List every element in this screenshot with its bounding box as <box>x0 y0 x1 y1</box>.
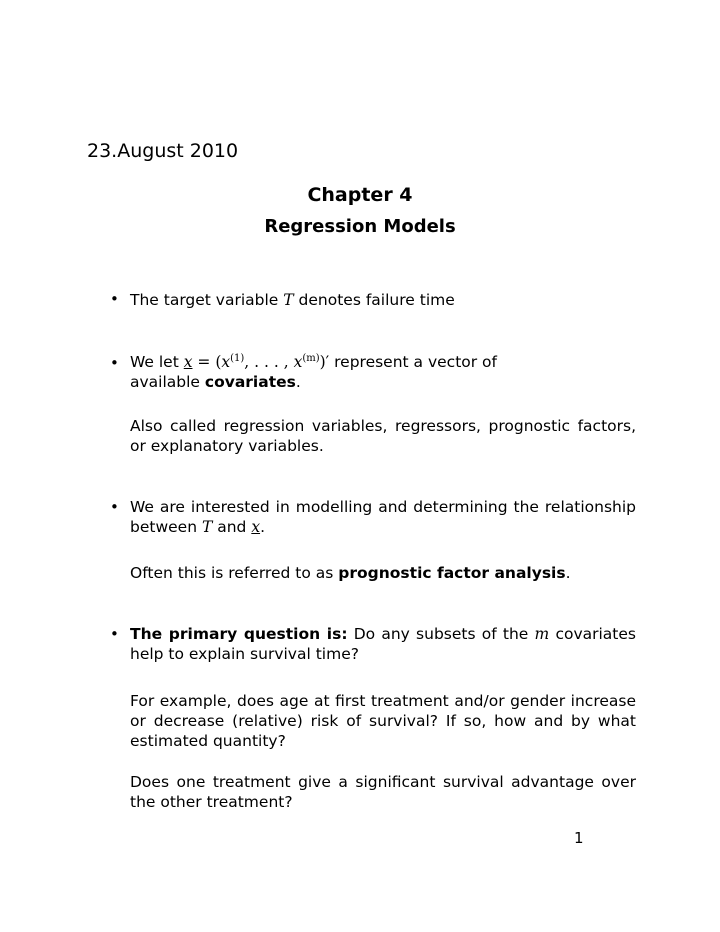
text-span: and <box>212 518 252 536</box>
text-span: We are interested in modelling and determining the relationship between <box>130 498 636 536</box>
bullet-2-note <box>130 416 636 456</box>
math-var: x <box>251 518 261 536</box>
bullet-1-text <box>130 290 636 310</box>
bullet-marker: • <box>110 290 119 308</box>
text-span: Do any subsets of the <box>347 625 535 643</box>
bold-term: prognostic factor analysis <box>338 564 566 582</box>
date-heading: 23.August 2010 <box>87 140 239 162</box>
text-span: . <box>260 518 265 536</box>
math-sup: (m) <box>302 352 320 364</box>
text-span: . <box>295 373 301 391</box>
math-sup: (1) <box>230 352 245 364</box>
math-var: m <box>534 625 550 643</box>
text-span: . <box>565 564 571 582</box>
text-span: Often this is referred to as <box>130 564 339 582</box>
bullet-4 <box>130 624 636 664</box>
bullet-3-note <box>130 563 636 583</box>
text-span: The target variable <box>130 291 284 309</box>
math-op: = ( <box>192 353 222 371</box>
chapter-title: Regression Models <box>264 216 456 237</box>
paragraph: For example, does age at first treatment and/or gender increase or decrease (relative) risk of survival? If so, how and by what estimated quantity? <box>130 692 636 750</box>
text-span: We let <box>130 353 184 371</box>
bullet-3 <box>130 497 636 537</box>
bold-term: covariates <box>204 373 296 391</box>
bullet-2 <box>130 352 636 392</box>
bullet-marker: • <box>110 498 119 516</box>
bullet-3-text <box>130 497 636 537</box>
bullet-4-example <box>130 691 636 751</box>
page-number: 1 <box>574 829 584 847</box>
bullet-4-question <box>130 772 636 812</box>
bullet-marker: • <box>110 354 119 372</box>
bullet-1 <box>130 290 636 310</box>
math-op: , . . . , <box>244 353 294 371</box>
paragraph: Does one treatment give a significant survival advantage over the other treatment? <box>130 773 636 811</box>
paragraph: Also called regression variables, regressors, prognostic factors, or explanatory variables. <box>130 417 636 455</box>
math-var: x <box>221 353 231 371</box>
text-span: covariates help to explain survival time? <box>130 625 636 663</box>
paragraph <box>130 563 636 583</box>
text-span: available <box>130 373 205 391</box>
math-op: )′ <box>319 353 330 371</box>
bullet-4-text <box>130 624 636 664</box>
text-span: denotes failure time <box>293 291 455 309</box>
math-var: T <box>201 518 213 536</box>
chapter-heading: Chapter 4 <box>307 184 413 206</box>
math-var: T <box>283 291 294 309</box>
math-var: x <box>183 353 193 371</box>
bullet-2-text <box>130 352 636 392</box>
bold-term: The primary question is: <box>130 625 348 643</box>
math-var: x <box>293 353 303 371</box>
text-span: represent a vector of <box>329 353 498 371</box>
bullet-marker: • <box>110 625 119 643</box>
